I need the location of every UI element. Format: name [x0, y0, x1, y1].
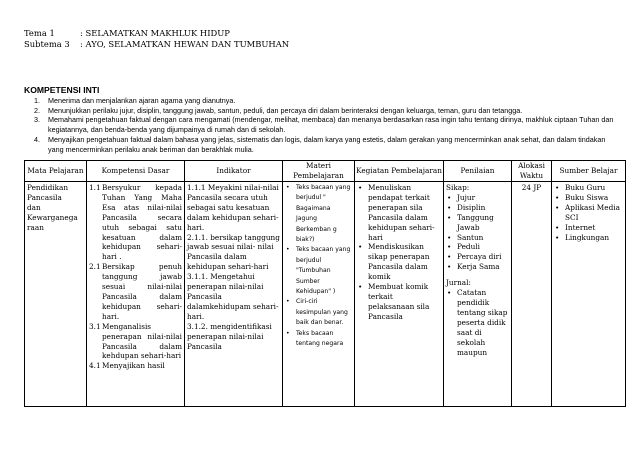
sikap-text: Tanggung Jawab — [457, 212, 494, 232]
kd-text: Bersyukur kepada Tuhan Yang Maha Esa atas nilai-nilai Pancasila secara utuh sebagai satu kesatuan dalam kehidupan sehari-hari . — [102, 183, 182, 262]
sumber-text: Internet — [565, 222, 596, 232]
ki-item — [24, 135, 622, 154]
header-sumber: Sumber Belajar — [552, 161, 626, 182]
kegiatan-text: Mendiskusikan sikap penerapan Pancasila dalam komik — [368, 242, 430, 282]
materi-text: Teks bacaan yang berjudul "Tumbuhan Sumber Kehidupan" ) — [296, 246, 351, 296]
ki-text: Memahami pengetahuan faktual dengan cara mengamati (mendengar, melihat, membaca) dan menanya berdasarkan rasa ingin tahu tentang dirinya, makhluk ciptaan Tuhan dan kegiatannya, dan benda-benda yang dijumpainya di rumah dan di sekolah. — [48, 115, 614, 135]
kd-item — [89, 322, 182, 362]
ki-item — [24, 96, 622, 106]
list-item — [285, 297, 352, 328]
bullet-icon: • — [447, 252, 452, 262]
list-item — [554, 233, 623, 243]
kd-number: 1.1 — [89, 183, 101, 192]
list-item — [357, 242, 441, 282]
list-item — [285, 245, 352, 297]
cell-kompetensi-dasar — [87, 182, 185, 407]
list-item — [554, 193, 623, 203]
jurnal-label: Jurnal: — [446, 278, 471, 288]
sikap-text: Disiplin — [457, 202, 486, 212]
list-item — [357, 183, 441, 242]
tema-value: : SELAMATKAN MAKHLUK HIDUP — [80, 28, 230, 38]
sikap-list — [446, 193, 509, 272]
bullet-icon: • — [447, 242, 452, 252]
mapel-line: dan — [27, 202, 41, 212]
list-item — [554, 183, 623, 193]
list-item — [446, 252, 509, 262]
list-item — [554, 203, 623, 223]
subtema-line — [24, 39, 289, 50]
bullet-icon: • — [358, 242, 363, 252]
header-alokasi: Alokasi Waktu — [512, 161, 552, 182]
mapel-line: Pancasila — [27, 192, 62, 202]
kd-item — [89, 262, 182, 321]
kompetensi-inti-list — [24, 96, 622, 154]
header-penilaian: Penilaian — [444, 161, 512, 182]
kegiatan-text: Membuat komik terkait pelaksanaan sila Pancasila — [368, 282, 430, 321]
list-item — [446, 203, 509, 213]
cell-penilaian — [444, 182, 512, 407]
ki-number: 2. — [34, 105, 40, 115]
list-item — [285, 329, 352, 350]
bullet-icon: • — [358, 183, 363, 192]
sikap-text: Percaya diri — [457, 252, 502, 262]
tema-line — [24, 28, 230, 39]
list-item — [446, 242, 509, 252]
sikap-text: Peduli — [457, 242, 480, 252]
list-item — [446, 193, 509, 203]
indikator-number: 3.1.2. — [187, 321, 208, 331]
list-item — [446, 233, 509, 243]
list-item — [357, 282, 441, 322]
kd-item — [89, 183, 182, 262]
cell-indikator — [185, 182, 283, 407]
ki-item — [24, 106, 622, 116]
cell-sumber — [552, 182, 626, 407]
jurnal-list — [446, 288, 509, 357]
bullet-icon: • — [555, 183, 560, 192]
sumber-list — [554, 183, 623, 242]
cell-materi — [283, 182, 355, 407]
bullet-icon: • — [447, 262, 452, 272]
sikap-label: Sikap: — [446, 183, 470, 192]
bullet-icon: • — [358, 282, 363, 292]
kegiatan-list — [357, 183, 441, 322]
mapel-line: raan — [27, 222, 44, 232]
indikator-item — [187, 183, 280, 233]
materi-text: Ciri-ciri kesimpulan yang baik dan benar. — [296, 298, 348, 327]
indikator-number: 2.1.1. — [187, 232, 208, 242]
ki-number: 3. — [34, 115, 40, 125]
ki-number: 4. — [34, 134, 40, 144]
kd-text: Menganalisis penerapan nilai-nilai Pancasila dalam kehdupan sehari-hari — [102, 321, 182, 361]
bullet-icon: • — [286, 298, 290, 306]
kompetensi-inti-title: KOMPETENSI INTI — [24, 85, 100, 95]
sikap-text: Kerja Sama — [457, 262, 500, 272]
bullet-icon: • — [555, 222, 560, 232]
indikator-item — [187, 322, 280, 352]
kegiatan-text: Menuliskan pendapat terkait penerapan sila Pancasila dalam kehidupan sehari-hari — [368, 183, 435, 242]
materi-list — [285, 183, 352, 350]
kd-number: 3.1 — [89, 321, 101, 331]
ki-number: 1. — [34, 96, 40, 105]
indikator-item — [187, 233, 280, 273]
bullet-icon: • — [286, 246, 290, 254]
ki-text: Menerima dan menjalankan ajaran agama yang dianutnya. — [48, 96, 236, 105]
rpp-table — [24, 160, 626, 407]
table-header-row — [25, 161, 626, 182]
indikator-number: 3.1.1. — [187, 272, 208, 282]
ki-text: Menunjukkan perilaku jujur, disiplin, tanggung jawab, santun, peduli, dan percaya diri dalam berinteraksi dengan keluarga, teman, guru dan tetangga. — [48, 105, 523, 115]
header-indikator: Indikator — [185, 161, 283, 182]
subtema-label: Subtema 3 — [24, 39, 70, 49]
list-item — [446, 288, 509, 357]
indikator-item — [187, 272, 280, 322]
kd-text: Menyajikan hasil — [102, 361, 165, 371]
ki-text: Menyajikan pengetahuan faktual dalam bahasa yang jelas, sistematis dan logis, dalam karya yang estetis, dalam gerakan yang mencerminkan anak sehat, dan dalam tindakan yang mencerminkan perilaku anak beriman dan berakhlak mulia. — [48, 134, 606, 154]
materi-text: Teks bacaan yang berjudul " Bagaimana Jagung Berkemban g biak?) — [296, 184, 351, 244]
bullet-icon: • — [286, 329, 290, 337]
sumber-text: Lingkungan — [565, 232, 610, 242]
jurnal-text: Catatan pendidik tentang sikap peserta didik saat di sekolah maupun — [457, 288, 508, 357]
header-materi: Materi Pembelajaran — [283, 161, 355, 182]
indikator-text: Mengetahui penerapan nilai-nilai Pancasila dalamkehidupam sehari- hari. — [187, 272, 279, 321]
ki-item — [24, 115, 622, 134]
sikap-text: Jujur — [457, 192, 476, 202]
bullet-icon: • — [447, 202, 452, 212]
header-mata-pelajaran: Mata Pelajaran — [25, 161, 87, 182]
sumber-text: Aplikasi Media SCI — [565, 202, 620, 222]
bullet-icon: • — [555, 232, 560, 242]
indikator-text: mengidentifikasi penerapan nilai-nilai Pancasila — [187, 321, 272, 351]
sumber-text: Buku Siswa — [565, 192, 609, 202]
bullet-icon: • — [447, 288, 452, 298]
bullet-icon: • — [286, 184, 290, 191]
list-item — [285, 183, 352, 245]
header-kompetensi-dasar: Kompetensi Dasar — [87, 161, 185, 182]
kd-number: 4.1 — [89, 361, 101, 371]
kd-number: 2.1 — [89, 262, 101, 272]
cell-mata-pelajaran — [25, 182, 87, 407]
table-row — [25, 182, 626, 407]
indikator-number: 1.1.1 — [187, 183, 206, 192]
kd-text: Bersikap penuh tanggung jawab sesuai nilai-nilai Pancasila dalam kehidupan sehari-hari. — [102, 262, 182, 321]
cell-alokasi — [512, 182, 552, 407]
bullet-icon: • — [447, 232, 452, 242]
list-item — [554, 223, 623, 233]
indikator-text: Meyakini nilai-nilai Pancasila secara utuh sebagai satu kesatuan dalam kehidupan sehari-hari. — [187, 183, 279, 232]
bullet-icon: • — [447, 212, 452, 222]
indikator-text: bersikap tanggung jawab sesuai nilai- nilai Pancasila dalam kehidupan sehari-hari — [187, 232, 280, 272]
bullet-icon: • — [555, 192, 560, 202]
subtema-value: : AYO, SELAMATKAN HEWAN DAN TUMBUHAN — [80, 39, 290, 49]
cell-kegiatan — [355, 182, 444, 407]
list-item — [446, 213, 509, 233]
sikap-text: Santun — [457, 232, 484, 242]
materi-text: Teks bacaan tentang negara — [296, 329, 344, 348]
list-item — [446, 262, 509, 272]
kd-item — [89, 361, 182, 371]
mapel-line: Kewarganega — [27, 212, 78, 222]
header-kegiatan: Kegiatan Pembelajaran — [355, 161, 444, 182]
bullet-icon: • — [555, 202, 560, 212]
bullet-icon: • — [447, 192, 452, 202]
alokasi-value: 24 JP — [521, 183, 542, 192]
mapel-line: Pendidikan — [27, 183, 69, 192]
tema-label: Tema 1 — [24, 28, 55, 38]
sumber-text: Buku Guru — [565, 183, 606, 192]
